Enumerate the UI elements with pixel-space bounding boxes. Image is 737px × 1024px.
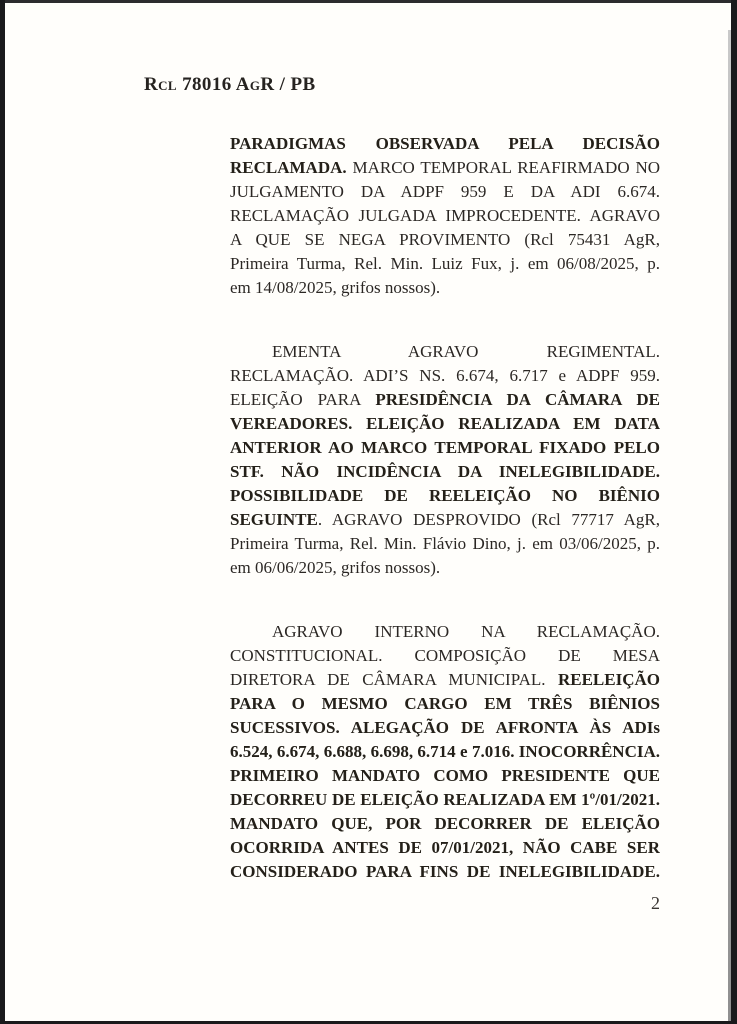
scan-edge-top	[0, 0, 737, 3]
text-run: RECLAMAÇÃO JULGADA IMPROCEDENTE. AGRAVO	[230, 206, 660, 225]
text-run: EMENTA AGRAVO REGIMENTAL.	[272, 342, 660, 361]
text-line	[230, 252, 660, 276]
text-run: ELEIÇÃO PARA	[230, 390, 376, 409]
text-run: CONSTITUCIONAL. COMPOSIÇÃO DE MESA	[230, 646, 660, 665]
text-run: OCORRIDA ANTES DE 07/01/2021, NÃO CABE SER	[230, 838, 660, 857]
document-body	[230, 132, 660, 924]
paragraph	[230, 620, 660, 884]
text-line	[230, 644, 660, 668]
text-line	[230, 436, 660, 460]
text-run: AGRAVO INTERNO NA RECLAMAÇÃO.	[272, 622, 660, 641]
text-line	[230, 508, 660, 532]
scan-edge-left	[0, 0, 5, 1024]
text-line	[230, 836, 660, 860]
text-line	[230, 556, 660, 580]
text-run: STF. NÃO INCIDÊNCIA DA INELEGIBILIDADE.	[230, 462, 660, 481]
text-run: PRIMEIRO MANDATO COMO PRESIDENTE QUE	[230, 766, 660, 785]
text-run: . AGRAVO DESPROVIDO (Rcl 77717 AgR,	[317, 510, 660, 529]
text-line	[230, 364, 660, 388]
text-line	[230, 716, 660, 740]
text-run: MARCO TEMPORAL REAFIRMADO NO	[346, 158, 660, 177]
text-run: RECLAMADA.	[230, 158, 347, 177]
text-line	[230, 668, 660, 692]
text-line	[230, 788, 660, 812]
text-line	[230, 484, 660, 508]
text-line	[230, 276, 660, 300]
page-number: 2	[651, 893, 660, 913]
text-line	[230, 180, 660, 204]
text-line	[230, 156, 660, 180]
text-run: PARA O MESMO CARGO EM TRÊS BIÊNIOS	[230, 694, 660, 713]
paragraph	[230, 132, 660, 300]
text-run: em 06/06/2025, grifos nossos).	[230, 558, 441, 577]
text-line	[230, 532, 660, 556]
text-run: DECORREU DE ELEIÇÃO REALIZADA EM 1º/01/2021.	[230, 790, 660, 809]
text-run: POSSIBILIDADE DE REELEIÇÃO NO BIÊNIO	[230, 486, 660, 505]
text-run: PRESIDÊNCIA DA CÂMARA DE	[375, 390, 660, 409]
text-run: MANDATO QUE, POR DECORRER DE ELEIÇÃO	[230, 814, 660, 833]
text-run: JULGAMENTO DA ADPF 959 E DA ADI 6.674.	[230, 182, 660, 201]
case-number-header: Rcl 78016 AgR / PB	[144, 74, 316, 95]
text-run: CONSIDERADO PARA FINS DE INELEGIBILIDADE.	[230, 862, 660, 881]
paragraph	[230, 340, 660, 580]
text-line	[230, 620, 660, 644]
text-line	[230, 132, 660, 156]
text-line	[230, 228, 660, 252]
text-line	[230, 204, 660, 228]
text-line	[230, 860, 660, 884]
text-run: SEGUINTE	[230, 510, 318, 529]
text-run: 6.524, 6.674, 6.688, 6.698, 6.714 e 7.016. INOCORRÊNCIA.	[230, 742, 660, 761]
text-run: ANTERIOR AO MARCO TEMPORAL FIXADO PELO	[230, 438, 660, 457]
text-run: VEREADORES. ELEIÇÃO REALIZADA EM DATA	[230, 414, 660, 433]
text-line	[230, 460, 660, 484]
text-run: REELEIÇÃO	[557, 670, 660, 689]
text-run: RECLAMAÇÃO. ADI’S NS. 6.674, 6.717 e ADPF 959.	[230, 366, 660, 385]
text-line	[230, 340, 660, 364]
scan-edge-right	[731, 0, 737, 1024]
text-line	[230, 812, 660, 836]
text-run: em 14/08/2025, grifos nossos).	[230, 278, 441, 297]
text-run: DIRETORA DE CÂMARA MUNICIPAL.	[230, 670, 558, 689]
text-line	[230, 388, 660, 412]
text-line	[230, 692, 660, 716]
text-run: SUCESSIVOS. ALEGAÇÃO DE AFRONTA ÀS ADIs	[230, 718, 660, 737]
text-line	[230, 740, 660, 764]
text-line	[230, 764, 660, 788]
text-run: Primeira Turma, Rel. Min. Flávio Dino, j. em 03/06/2025, p.	[230, 534, 660, 553]
text-line	[230, 412, 660, 436]
text-run: PARADIGMAS OBSERVADA PELA DECISÃO	[230, 134, 660, 153]
text-run: Primeira Turma, Rel. Min. Luiz Fux, j. em 06/08/2025, p.	[230, 254, 660, 273]
text-run: A QUE SE NEGA PROVIMENTO (Rcl 75431 AgR,	[230, 230, 660, 249]
